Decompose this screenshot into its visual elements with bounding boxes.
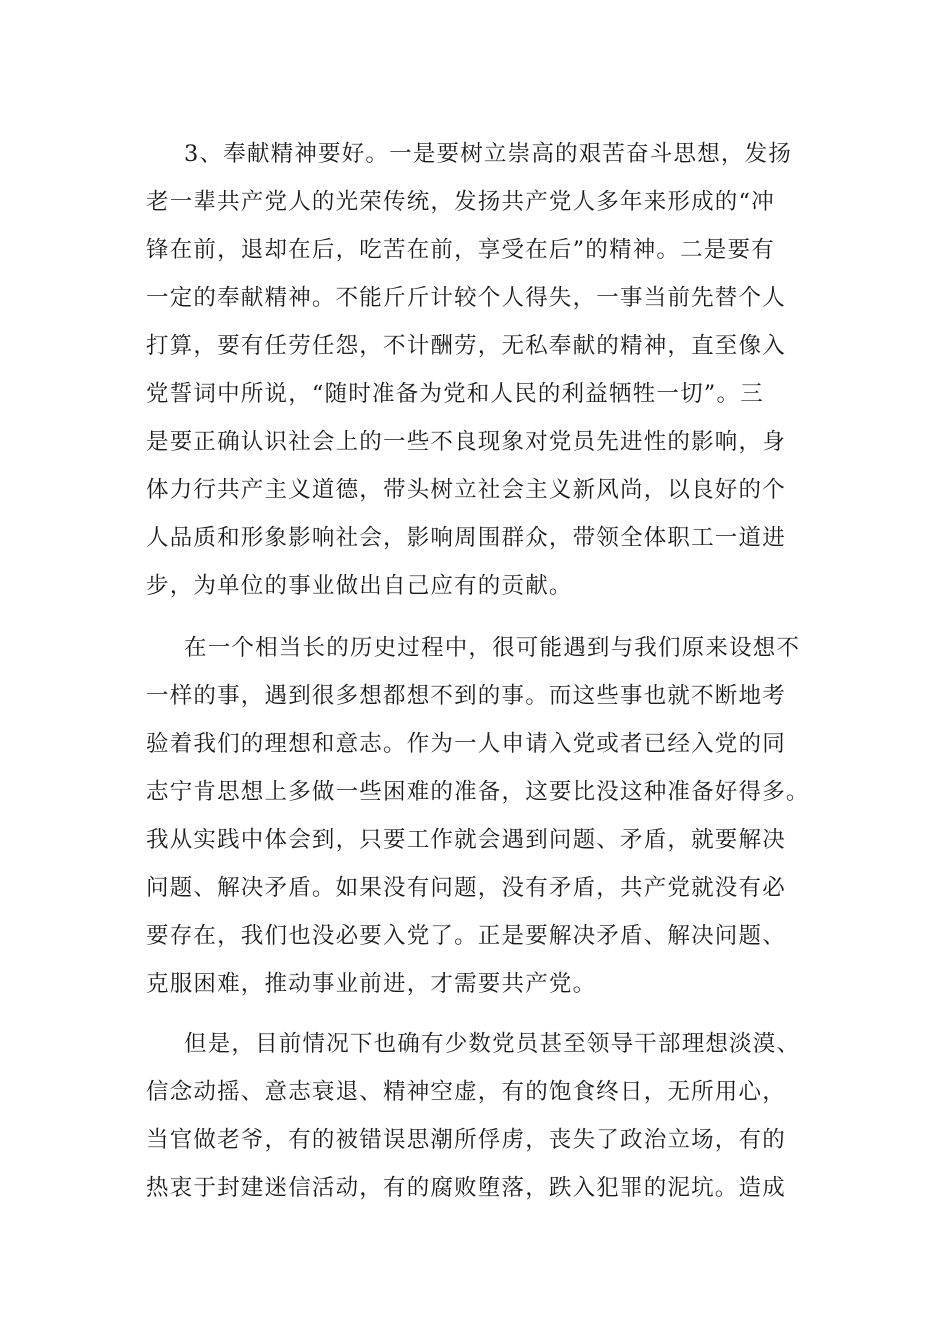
paragraph-1-line-3: 锋在前，退却在后，吃苦在前，享受在后”的精神。二是要有: [146, 237, 775, 263]
paragraph-1-line-5: 打算，要有任劳任怨，不计酬劳，无私奉献的精神，直至像入: [146, 333, 786, 359]
paragraph-1-line-6: 党誓词中所说，“随时准备为党和人民的利益牺牲一切”。三: [146, 381, 764, 407]
paragraph-1-line-1: 3、奉献精神要好。一是要树立崇高的艰苦奋斗思想，发扬: [184, 141, 793, 167]
paragraph-1-line-4: 一定的奉献精神。不能斤斤计较个人得失，一事当前先替个人: [146, 285, 786, 311]
paragraph-2-line-1: 在一个相当长的历史过程中，很可能遇到与我们原来设想不: [184, 635, 801, 661]
paragraph-1-line-10: 步，为单位的事业做出自己应有的贡献。: [146, 573, 573, 599]
paragraph-3-line-3: 当官做老爷，有的被错误思潮所俘虏，丧失了政治立场，有的: [146, 1127, 786, 1153]
paragraph-1-line-9: 人品质和形象影响社会，影响周围群众，带领全体职工一道进: [146, 525, 786, 551]
paragraph-3-line-4: 热衷于封建迷信活动，有的腐败堕落，跌入犯罪的泥坑。造成: [146, 1175, 786, 1201]
paragraph-3-line-2: 信念动摇、意志衰退、精神空虚，有的饱食终日，无所用心，: [146, 1079, 786, 1105]
paragraph-1-line-8: 体力行共产主义道德，带头树立社会主义新风尚，以良好的个: [146, 477, 786, 503]
paragraph-1-line-7: 是要正确认识社会上的一些不良现象对党员先进性的影响，身: [146, 429, 786, 455]
paragraph-2-line-3: 验着我们的理想和意志。作为一人申请入党或者已经入党的同: [146, 731, 786, 757]
paragraph-2-line-6: 问题、解决矛盾。如果没有问题，没有矛盾，共产党就没有必: [146, 875, 786, 901]
paragraph-2-line-4: 志宁肯思想上多做一些困难的准备，这要比没这种准备好得多。: [146, 779, 810, 805]
paragraph-2-line-8: 克服困难，推动事业前进，才需要共产党。: [146, 971, 597, 997]
paragraph-2-line-2: 一样的事，遇到很多想都想不到的事。而这些事也就不断地考: [146, 683, 786, 709]
paragraph-3-line-1: 但是，目前情况下也确有少数党员甚至领导干部理想淡漠、: [184, 1031, 801, 1057]
paragraph-1-line-2: 老一辈共产党人的光荣传统，发扬共产党人多年来形成的“冲: [146, 189, 775, 215]
paragraph-2-line-7: 要存在，我们也没必要入党了。正是要解决矛盾、解决问题、: [146, 923, 786, 949]
paragraph-2-line-5: 我从实践中体会到，只要工作就会遇到问题、矛盾，就要解决: [146, 827, 786, 853]
